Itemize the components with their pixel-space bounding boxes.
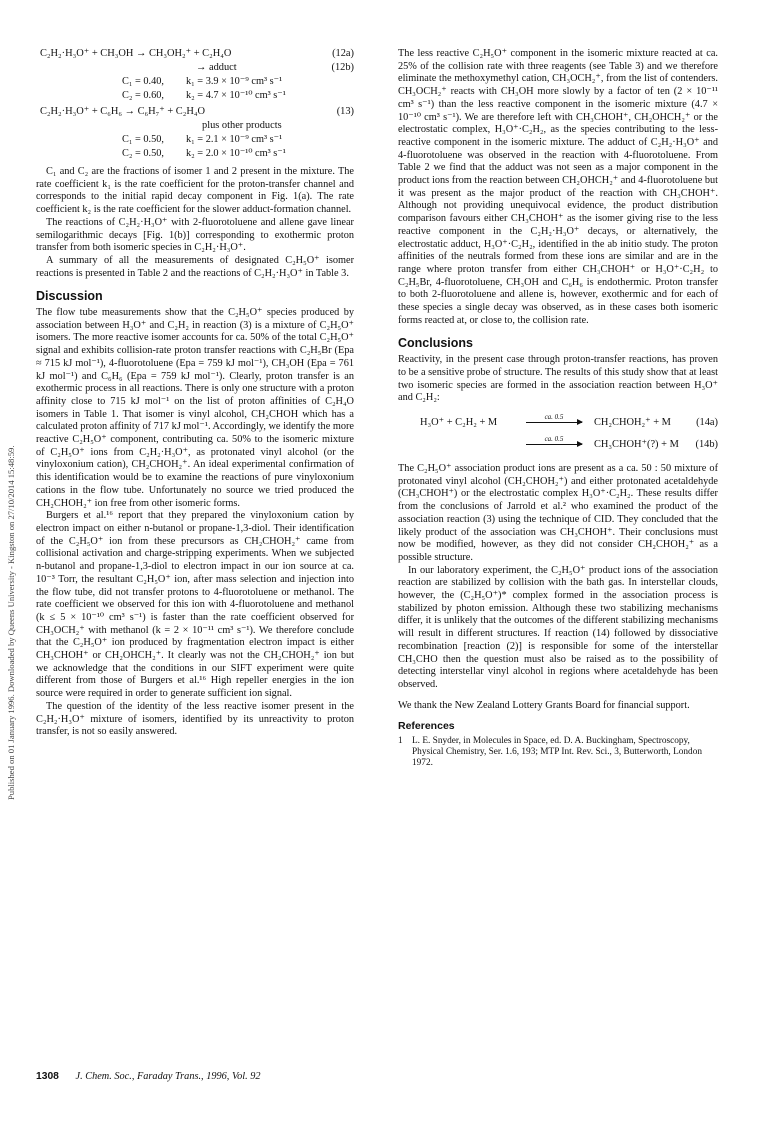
body-paragraph: The reactions of C₂H₂·H₃O⁺ with 2-fluorotoluene and allene gave linear semilogarithmic decays [Fig. 1(b)] corresponding to exothermic proton transfer from both isomeric species in C₂H₂·H₃O⁺. bbox=[36, 216, 354, 254]
section-heading-conclusions: Conclusions bbox=[398, 336, 474, 351]
reaction-arrow: ca. 0.5 bbox=[526, 444, 582, 445]
equation-12b: → adduct (12b) bbox=[196, 62, 354, 73]
body-paragraph: Reactivity, in the present case through proton-transfer reactions, has proven to be a sensitive probe of structure. The results of this study show that at least two isomeric species are formed in the association reaction between H₃O⁺ and C₂H₂: bbox=[398, 354, 718, 404]
equation-13-other-products: plus other products bbox=[202, 120, 282, 131]
rate-coefficient-row: C₁ = 0.40, k₁ = 3.9 × 10⁻⁹ cm³ s⁻¹ bbox=[122, 76, 283, 87]
acknowledgement: We thank the New Zealand Lottery Grants Board for financial support. bbox=[398, 699, 690, 711]
rate-coefficient-row: C₁ = 0.50, k₁ = 2.1 × 10⁻⁹ cm³ s⁻¹ bbox=[122, 134, 283, 145]
body-paragraph: Burgers et al.¹⁶ report that they prepared the vinyloxonium cation by electron impact on either n-butanol or propane-1,3-diol. Their identification of the C₂H₅O⁺ ion from these precursors as CH₂CHOH₂⁺ came from collisional activation and charge-stripping experiments. When we subjected n-butanol and propane-1,3-diol to electron impact in our ion source at ca. 10⁻³ Torr, the resultant C₂H₅O⁺ ion, after mass selection and injection into the flow tube, did not transfer protons to 4-fluorotoluene or methanol. The rate coefficient we observed for this ion with 4-fluorotoluene and methanol (k ≤ 5 × 10⁻¹⁰ cm³ s⁻¹) is faster than the rate coefficient observed for CH₃OCH₂⁺ with methanol (k = 2 × 10⁻¹¹ cm³ s⁻¹). We therefore conclude that the C₂H₅O⁺ ion produced by fragmentation electron impact is either CH₃CHOH⁺ or CH₂OHCH₂⁺. It clearly was not the CH₂CHOH₂⁺ ion but we acknowledge that the conditions in our SIFT experiment were quite different from those of Burgers et al.¹⁶ High repeller energies in the ion source were required in order to generate sufficient ion signal. bbox=[36, 510, 354, 700]
body-paragraph: C₁ and C₂ are the fractions of isomer 1 and 2 present in the mixture. The rate coefficient k₁ is the rate coefficient for the proton-transfer channel and corresponds to the initial rapid decay component in Fig. 1(a). The rate coefficient k₂ is the rate coefficient for the slower adduct-formation channel. bbox=[36, 166, 354, 216]
body-paragraph: The less reactive C₂H₅O⁺ component in the isomeric mixture reacted at ca. 25% of the collision rate with three reagents (see Table 3) and we therefore eliminate the methoxymethyl cation, CH₃OCH₂⁺, from the list of contenders. CH₃OCH₂⁺ reacts with CH₃OH more slowly by a factor of ten (2 × 10⁻¹¹ cm³ s⁻¹) than the less reactive component in the isomeric mixture (4.7 × 10⁻¹⁰ cm³ s⁻¹). We are therefore left with CH₃CHOH⁺, CH₂OHCH₂⁺ or the electrostatic complex, H₃O⁺·C₂H₂, as the species contributing to the less-reactive component in the isomeric mixture. The adduct of C₂H₂·H₃O⁺ and 4-fluorotoluene was observed in the reaction with 4-fluorotoluene. From Table 2 we find that the adduct was not seen as a major component in the product ions from the reaction between CH₂OHCH₂⁺ and 4-fluorotoluene but it was present as the major product of the reaction with CH₃CHOH⁺. Although not providing unequivocal evidence, the product distribution comparison favours either CH₃CHOH⁺ as the isomer giving rise to the less reactive component in the C₂H₂·H₃O⁺ decays, or alternatively, the electrostatic adduct, H₃O⁺·C₂H₂, identified in the ab initio study. The proton affinities of the neutrals formed from these ions are similar and are in the range where proton transfer from either CH₃CHOH⁺ or H₃O⁺·C₂H₂ to C₂H₅Br, 4-fluorotoluene, CH₃OH and C₆H₆ is endothermic. Proton transfer to both 2-fluorotoluene and allene is, however, exothermic and for each of these species a single decay was observed, as in these cases both isomeric forms reacted at, or close to, the collision rate. bbox=[398, 48, 719, 326]
body-paragraph: The C₂H₅O⁺ association product ions are present as a ca. 50 : 50 mixture of protonated vinyl alcohol (CH₂CHOH₂⁺) and either protonated acetaldehyde (CH₃CHOH⁺) or the electrostatic complex H₃O⁺·C₂H₂. These results differ from the conclusions of Jarrold et al.² who examined the product of the association reaction (3) using the technique of CID. They concluded that the likely product of the association was CH₃CHOH⁺. Their conclusions must now be modified, however, as they did not consider CH₂CHOH₂⁺ as a possible structure. bbox=[398, 462, 718, 563]
equation-13: C₂H₂·H₃O⁺ + C₆H₆ → C₆H₇⁺ + C₂H₄O (13) bbox=[40, 106, 354, 117]
right-column bbox=[398, 48, 718, 770]
rate-coefficient-row: C₂ = 0.60, k₂ = 4.7 × 10⁻¹⁰ cm³ s⁻¹ bbox=[122, 90, 286, 101]
reference-item: 1 L. E. Snyder, in Molecules in Space, ed. D. A. Buckingham, Spectroscopy, Physical Chemistry, Ser. 1.6, 193; MTP Int. Rev. Sci., 3, Butterworth, London 1972. bbox=[398, 736, 702, 769]
left-column bbox=[36, 48, 354, 739]
section-heading-references: References bbox=[398, 720, 455, 733]
page-number: 1308 bbox=[36, 1071, 59, 1082]
equation-12a: C₂H₂·H₃O⁺ + CH₃OH → CH₃OH₂⁺ + C₂H₄O (12a) bbox=[40, 48, 354, 59]
download-watermark bbox=[4, 150, 18, 800]
reaction-14a: H₃O⁺ + C₂H₂ + M ca. 0.5 CH₂CHOH₂⁺ + M (14a) bbox=[420, 413, 718, 428]
section-heading-discussion: Discussion bbox=[36, 289, 103, 304]
rate-coefficient-row: C₂ = 0.50, k₂ = 2.0 × 10⁻¹⁰ cm³ s⁻¹ bbox=[122, 148, 286, 159]
download-watermark-text: Published on 01 January 1996. Downloaded by Queens University - Kingston on 27/10/2014 15:48:59. bbox=[6, 445, 16, 800]
journal-citation: J. Chem. Soc., Faraday Trans., 1996, Vol. 92 bbox=[75, 1071, 261, 1082]
reaction-arrow: ca. 0.5 bbox=[526, 422, 582, 423]
page-footer bbox=[36, 1071, 261, 1082]
body-paragraph: In our laboratory experiment, the C₂H₅O⁺ product ions of the association reaction are stabilized by collision with the bath gas. In interstellar clouds, however, the (C₂H₅O⁺)* complex formed in the association process is stabilized by photon emission. Although these two stabilizing mechanisms differ, it is unlikely that the outcomes of the different stabilizing mechanisms will result in different structures. If reaction (14) followed by dissociative recombination [reaction (2)] is responsible for some of the interstellar CH₃CHO then the question must also be raised as to the possibility of detecting interstellar vinyl alcohol in regions where acetaldehyde has been observed. bbox=[398, 564, 718, 690]
body-paragraph: The flow tube measurements show that the C₂H₅O⁺ species produced by association between H₃O⁺ and C₂H₂ in reaction (3) is a mixture of C₂H₅O⁺ isomers. The more reactive isomer accounts for ca. 50% of the total C₂H₅O⁺ signal and exhibits collision-rate proton transfer reactions with C₂H₅Br (Epa ≈ 715 kJ mol⁻¹), 4-fluorotoluene (Epa = 759 kJ mol⁻¹), CH₃OH (Epa = 761 kJ mol⁻¹) and C₆H₆ (Epa = 759 kJ mol⁻¹). Clearly, proton transfer is an exothermic process in all reactions. There is only one structure with a proton affinity close to 715 kJ mol⁻¹ on the list of proton affinities of C₂H₄O isomers in Table 1. That isomer is vinyl alcohol, CH₂CHOH which has a calculated proton affinity of 717 kJ mol⁻¹. Accordingly, we identify the more reactive C₂H₅O⁺ component, contributing ca. 50% to the isomeric mixture of C₂H₅O⁺ ions from C₂H₂·H₃O⁺, as protonated vinyl alcohol (or the vinyloxonium cation), CH₂CHOH₂⁺. An ideal experimental confirmation of this identification would be to examine the reactions of pure vinyloxonium cations in the flow tube. Unfortunately no source we tried produced the CH₂CHOH₂⁺ ion free from other isomeric forms. bbox=[36, 307, 354, 509]
body-paragraph: A summary of all the measurements of designated C₂H₅O⁺ isomer reactions is presented in Table 2 and the reactions of C₂H₂·H₃O⁺ in Table 3. bbox=[36, 254, 354, 279]
reaction-14b: ca. 0.5 CH₃CHOH⁺(?) + M (14b) bbox=[398, 433, 718, 455]
body-paragraph: The question of the identity of the less reactive isomer present in the C₂H₂·H₃O⁺ mixture of isomers, identified by its unreactivity to proton transfer, is not so easily answered. bbox=[36, 700, 354, 738]
